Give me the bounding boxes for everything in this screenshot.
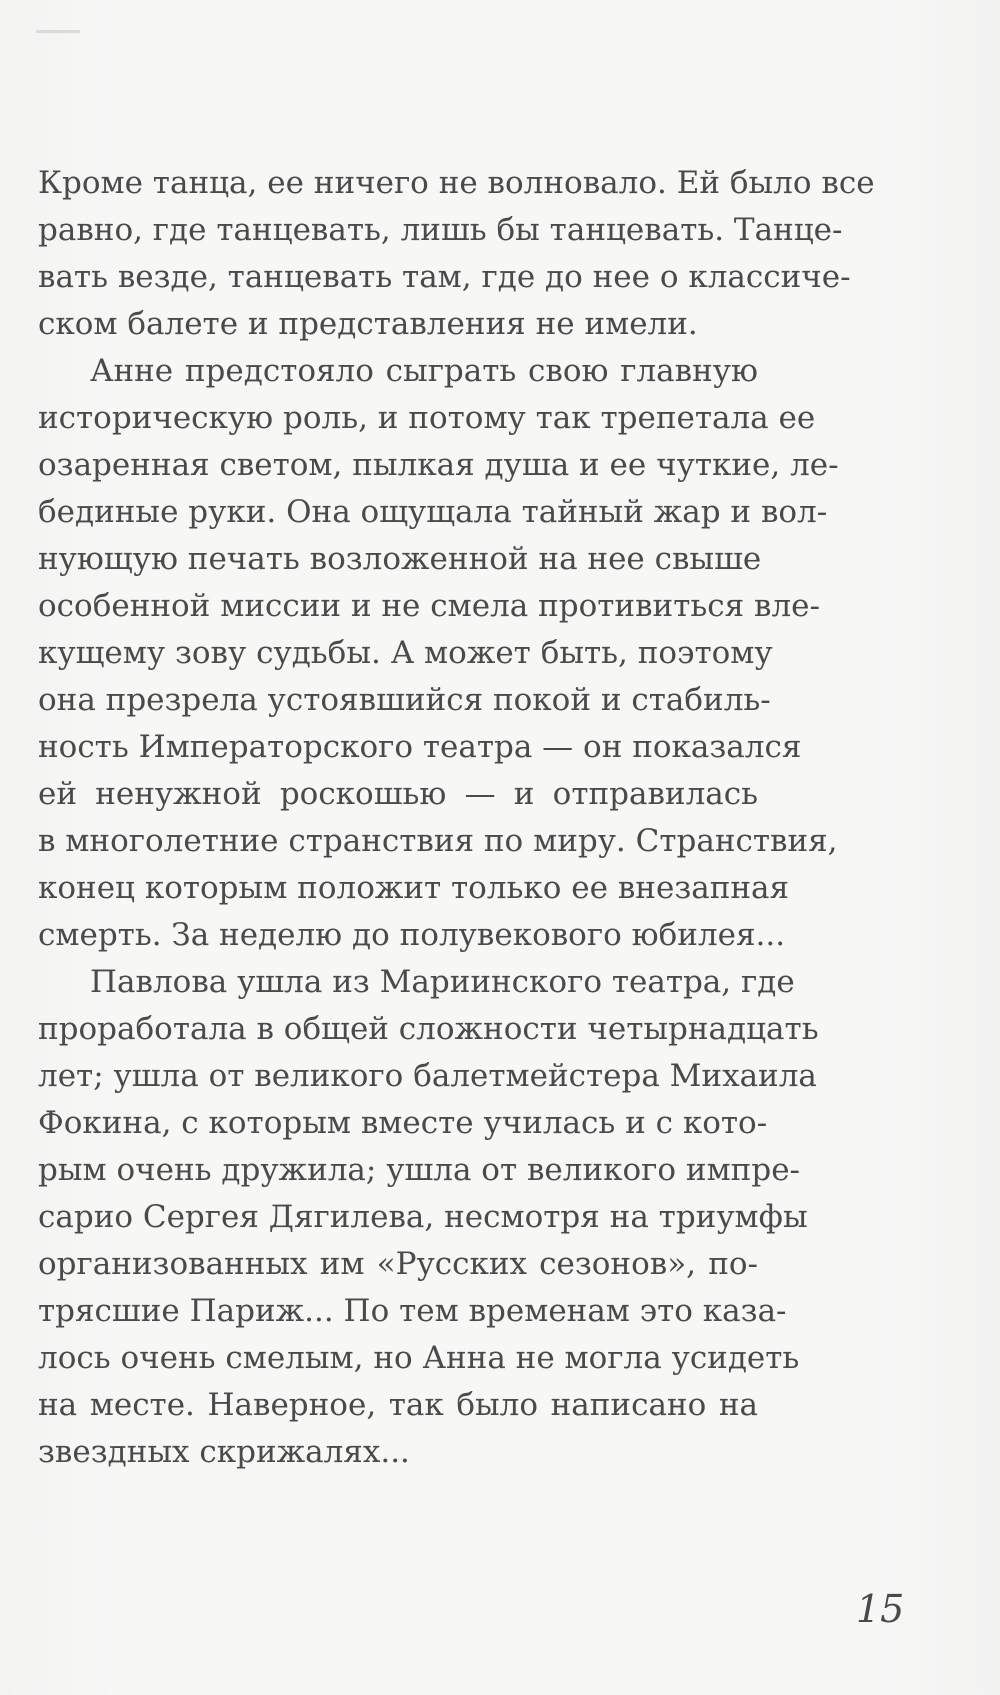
text-line: звездных скрижалях... <box>38 1434 410 1470</box>
text-line: Фокина, с которым вместе училась и с кото- <box>38 1105 768 1141</box>
text-line: лет; ушла от великого балетмейстера Михаила <box>38 1058 817 1094</box>
text-line: Кроме танца, ее ничего не волновало. Ей было все <box>38 165 875 201</box>
text-line: проработала в общей сложности четырнадцать <box>38 1011 819 1047</box>
text-line: ей ненужной роскошью — и отправилась <box>38 776 758 812</box>
text-line: нующую печать возложенной на нее свыше <box>38 541 762 577</box>
text-line: кущему зову судьбы. А может быть, поэтому <box>38 635 773 671</box>
scan-mark <box>36 30 80 33</box>
text-line: бединые руки. Она ощущала тайный жар и вол- <box>38 494 828 530</box>
text-line: лось очень смелым, но Анна не могла усидеть <box>38 1340 800 1376</box>
body-text <box>38 160 875 1476</box>
text-line: организованных им «Русских сезонов», по- <box>38 1246 758 1282</box>
text-line: озаренная светом, пылкая душа и ее чуткие, ле- <box>38 447 839 483</box>
text-line: трясшие Париж... По тем временам это каза- <box>38 1293 787 1329</box>
text-line: ском балете и представления не имели. <box>38 306 698 342</box>
text-line: Анне предстояло сыграть свою главную <box>90 353 758 389</box>
text-line: историческую роль, и потому так трепетала ее <box>38 400 816 436</box>
text-line: сарио Сергея Дягилева, несмотря на триумфы <box>38 1199 808 1235</box>
text-line: в многолетние странствия по миру. Странствия, <box>38 823 838 859</box>
text-line: конец которым положит только ее внезапная <box>38 870 790 906</box>
page-number: 15 <box>856 1587 905 1631</box>
text-line: на месте. Наверное, так было написано на <box>38 1387 758 1423</box>
text-line: она презрела устоявшийся покой и стабиль- <box>38 682 771 718</box>
text-line: Павлова ушла из Мариинского театра, где <box>90 964 795 1000</box>
text-line: ность Императорского театра — он показался <box>38 729 802 765</box>
text-line: особенной миссии и не смела противиться вле- <box>38 588 820 624</box>
text-line: вать везде, танцевать там, где до нее о классиче- <box>38 259 851 295</box>
text-line: смерть. За неделю до полувекового юбилея... <box>38 917 786 953</box>
text-line: рым очень дружила; ушла от великого импре- <box>38 1152 801 1188</box>
text-line: равно, где танцевать, лишь бы танцевать. Танце- <box>38 212 843 248</box>
